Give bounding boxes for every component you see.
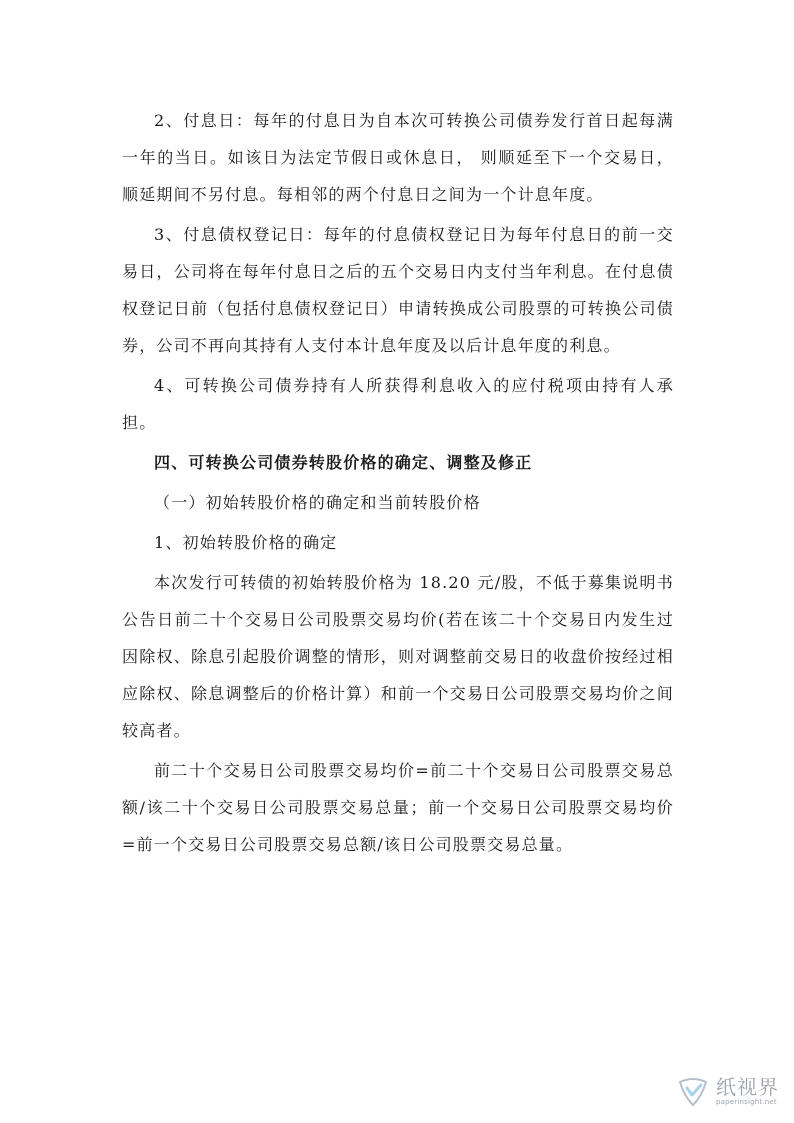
section-heading: 四、可转换公司债券转股价格的确定、调整及修正 — [154, 453, 533, 472]
watermark-title: 纸视界 — [716, 1074, 779, 1099]
paragraph-average-price-formula: 前二十个交易日公司股票交易均价=前二十个交易日公司股票交易总额/该二十个交易日公司股票交易总量；前一个交易日公司股票交易均价=前一个交易日公司股票交易总额/该日公司股票交易总量。 — [122, 761, 674, 854]
watermark — [676, 1067, 788, 1115]
item-title: 1、初始转股价格的确定 — [154, 533, 338, 552]
document-body — [122, 102, 674, 866]
paragraph-interest-payment-date: 2、付息日：每年的付息日为自本次可转换公司债券发行首日起每满一年的当日。如该日为法定节假日或休息日， 则顺延至下一个交易日，顺延期间不另付息。每相邻的两个付息日之间为一个计息年度。 — [122, 111, 674, 204]
paragraph-tax: 4、可转换公司债券持有人所获得利息收入的应付税项由持有人承担。 — [122, 376, 674, 432]
watermark-logo-icon — [676, 1074, 710, 1108]
paragraph-record-date: 3、付息债权登记日：每年的付息债权登记日为每年付息日的前一交易日，公司将在每年付息日之后的五个交易日内支付当年利息。在付息债权登记日前（包括付息债权登记日）申请转换成公司股票的可转换公司债券，公司不再向其持有人支付本计息年度及以后计息年度的利息。 — [122, 225, 674, 355]
paragraph-initial-price: 本次发行可转债的初始转股价格为 18.20 元/股，不低于募集说明书公告日前二十个交易日公司股票交易均价(若在该二十个交易日内发生过因除权、除息引起股价调整的情形，则对调整前交易日的收盘价按经过相应除权、除息调整后的价格计算）和前一个交易日公司股票交易均价之间较高者。 — [122, 573, 674, 740]
subsection-heading: （一）初始转股价格的确定和当前转股价格 — [154, 493, 481, 512]
watermark-url: paperinsight.net — [716, 1097, 777, 1106]
